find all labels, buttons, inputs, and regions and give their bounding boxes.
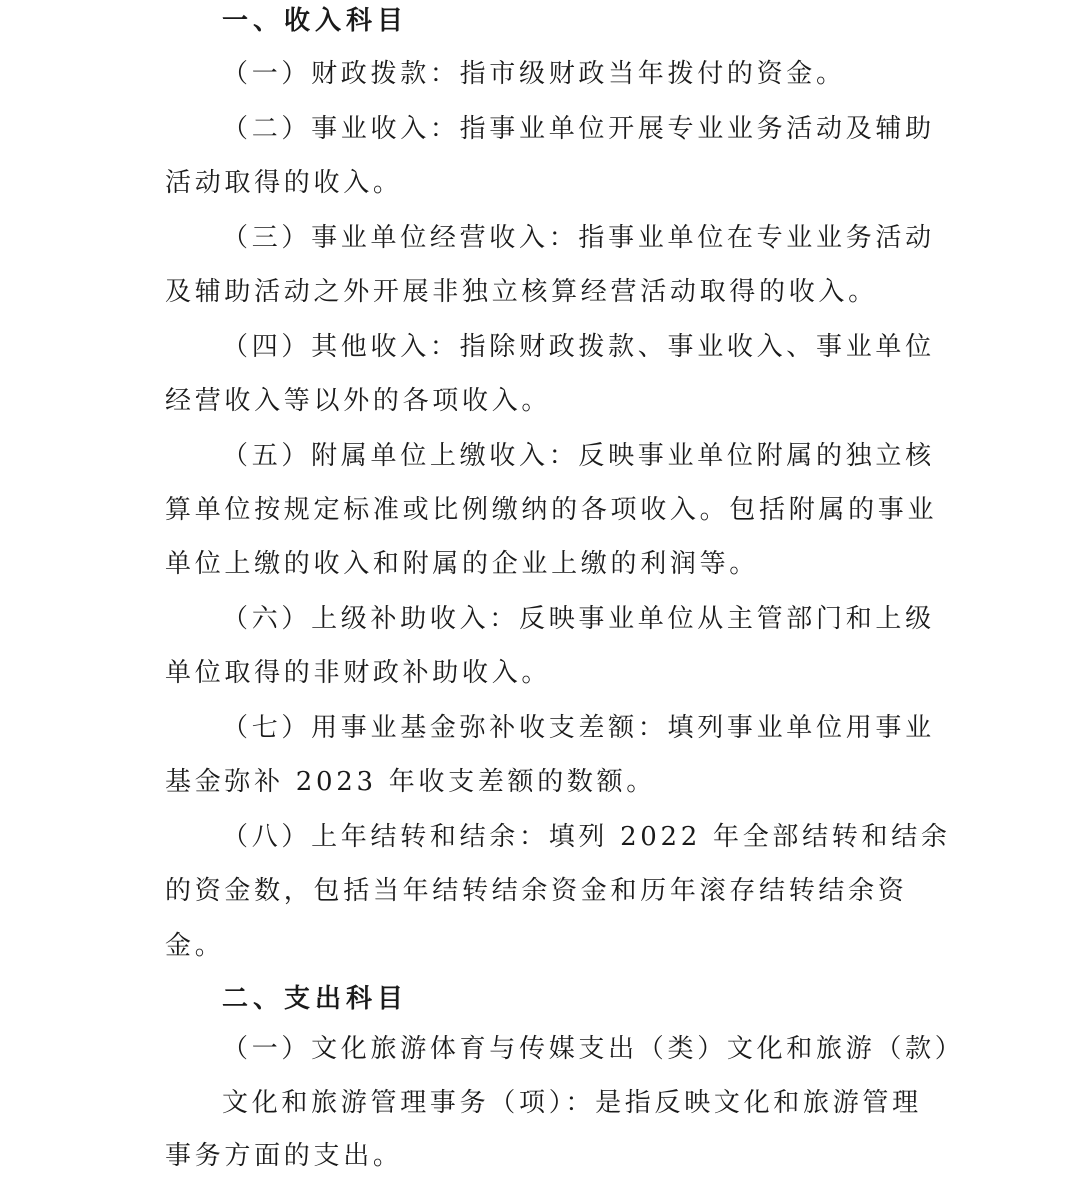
- section-heading-income: 一、收入科目: [222, 6, 409, 36]
- paragraph-line: （四）其他收入：指除财政拨款、事业收入、事业单位: [222, 332, 935, 362]
- paragraph-line: （七）用事业基金弥补收支差额：填列事业单位用事业: [222, 713, 935, 743]
- paragraph-line: 金。: [165, 931, 225, 961]
- paragraph-line: （二）事业收入：指事业单位开展专业业务活动及辅助: [222, 114, 935, 144]
- paragraph-line: （一）财政拨款：指市级财政当年拨付的资金。: [222, 59, 846, 89]
- paragraph-line: （一）文化旅游体育与传媒支出（类）文化和旅游（款）: [222, 1034, 965, 1064]
- paragraph-line: （五）附属单位上缴收入：反映事业单位附属的独立核: [222, 441, 935, 471]
- paragraph-line: 单位上缴的收入和附属的企业上缴的利润等。: [165, 549, 760, 579]
- section-heading-expenditure: 二、支出科目: [222, 984, 409, 1014]
- paragraph-line: （六）上级补助收入：反映事业单位从主管部门和上级: [222, 604, 935, 634]
- paragraph-line: （八）上年结转和结余：填列 2022 年全部结转和结余: [222, 822, 951, 852]
- paragraph-line: （三）事业单位经营收入：指事业单位在专业业务活动: [222, 223, 935, 253]
- paragraph-line: 单位取得的非财政补助收入。: [165, 658, 552, 688]
- paragraph-line: 的资金数，包括当年结转结余资金和历年滚存结转结余资: [165, 876, 908, 906]
- paragraph-line: 算单位按规定标准或比例缴纳的各项收入。包括附属的事业: [165, 495, 938, 525]
- paragraph-line: 及辅助活动之外开展非独立核算经营活动取得的收入。: [165, 277, 878, 307]
- paragraph-line: 经营收入等以外的各项收入。: [165, 386, 552, 416]
- paragraph-line: 文化和旅游管理事务（项）：是指反映文化和旅游管理: [222, 1088, 922, 1118]
- paragraph-line: 活动取得的收入。: [165, 168, 403, 198]
- paragraph-line: 基金弥补 2023 年收支差额的数额。: [165, 767, 656, 797]
- paragraph-line: 事务方面的支出。: [165, 1141, 403, 1171]
